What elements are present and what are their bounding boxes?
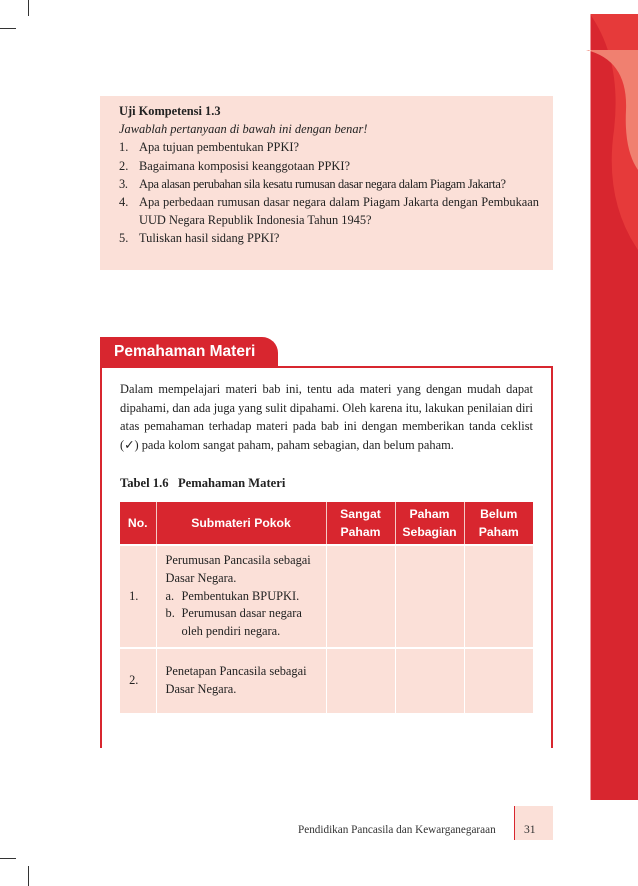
section-border-top: [100, 366, 553, 368]
crop-mark-bottom-left-h: [0, 858, 16, 859]
question-list: [119, 138, 539, 247]
col-header-sangat-paham: Sangat Paham: [326, 502, 395, 545]
submateri-cell: [156, 648, 326, 713]
crop-mark-bottom-left-v: [28, 866, 29, 886]
checkbox-cell-sangat-paham[interactable]: [326, 648, 395, 713]
col-header-belum-paham: Belum Paham: [464, 502, 533, 545]
section-border-left: [100, 366, 102, 748]
checkbox-cell-paham-sebagian[interactable]: [395, 545, 464, 648]
col-header-paham-sebagian: Paham Sebagian: [395, 502, 464, 545]
pemahaman-table: [120, 502, 533, 713]
section-heading-tab: Pemahaman Materi: [100, 337, 278, 367]
footer-divider: [514, 806, 515, 840]
instruction-paragraph: Dalam mempelajari materi bab ini, tentu ada materi yang dengan mudah dapat dipahami, dan ada juga yang sulit dipahami. Oleh karena itu, lakukan penilaian diri atas pemahaman terhadap materi pada bab ini dengan memberikan tanda ceklist (✓) pada kolom sangat paham, paham sebagian, dan belum paham.: [120, 382, 533, 452]
uji-kompetensi-title: Uji Kompetensi 1.3: [119, 104, 221, 118]
crop-mark-top-left-h: [0, 28, 16, 29]
crop-mark-top-left-v: [28, 0, 29, 16]
table-caption: Tabel 1.6 Pemahaman Materi: [120, 476, 286, 490]
submateri-title: Perumusan Pancasila sebagai Dasar Negara.: [165, 553, 311, 585]
checkbox-cell-belum-paham[interactable]: [464, 648, 533, 713]
submateri-list: [166, 588, 320, 641]
question-item: 3. Apa alasan perubahan sila kesatu rumusan dasar negara dalam Piagam Jakarta?: [119, 176, 506, 191]
question-item: 2. Bagaimana komposisi keanggotaan PPKI?: [119, 158, 350, 173]
checkbox-cell-sangat-paham[interactable]: [326, 545, 395, 648]
question-item: 1. Apa tujuan pembentukan PPKI?: [119, 140, 300, 155]
col-header-no: No.: [120, 502, 156, 545]
submateri-item: a. Pembentukan BPUPKI.: [165, 588, 300, 603]
question-item: 5. Tuliskan hasil sidang PPKI?: [119, 231, 280, 246]
row-number: 2.: [120, 648, 156, 713]
submateri-cell: [156, 545, 326, 648]
table-header-row: [120, 502, 533, 545]
uji-kompetensi-box: [100, 96, 553, 270]
page-number: 31: [524, 823, 536, 836]
section-border-right: [551, 366, 553, 748]
submateri-item: b. Perumusan dasar negara oleh pendiri negara.: [165, 606, 302, 639]
col-header-submateri: Submateri Pokok: [156, 502, 326, 545]
uji-kompetensi-instruction: Jawablah pertanyaan di bawah ini dengan benar!: [119, 122, 368, 137]
table-row: [120, 648, 533, 713]
checkbox-cell-belum-paham[interactable]: [464, 545, 533, 648]
table-row: [120, 545, 533, 648]
checkbox-cell-paham-sebagian[interactable]: [395, 648, 464, 713]
question-item: 4. Apa perbedaan rumusan dasar negara dalam Piagam Jakarta dengan Pembukaan UUD Negara Republik Indonesia Tahun 1945?: [119, 195, 539, 228]
decorative-edge-band: [586, 0, 638, 886]
submateri-title: Penetapan Pancasila sebagai Dasar Negara.: [165, 664, 307, 696]
footer-book-title: Pendidikan Pancasila dan Kewarganegaraan: [298, 824, 496, 836]
row-number: 1.: [120, 545, 156, 648]
